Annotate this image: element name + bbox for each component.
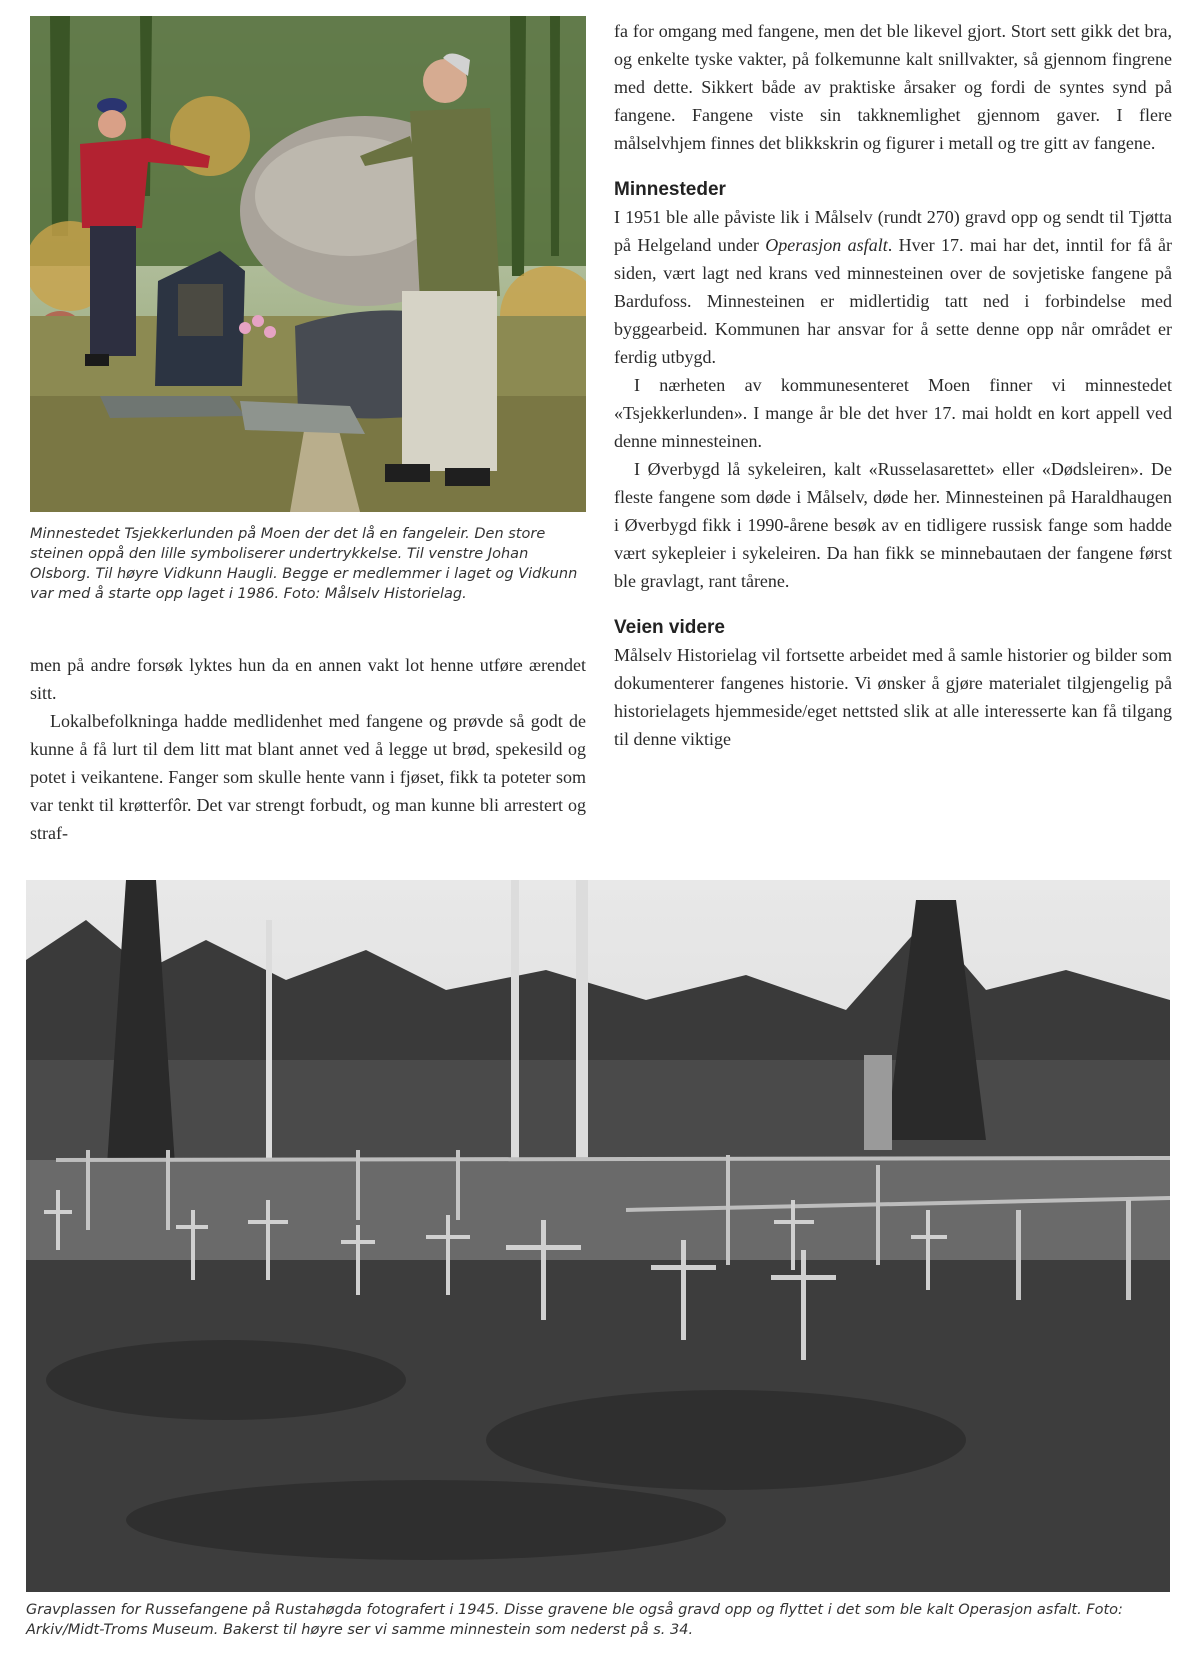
left-column xyxy=(30,651,586,847)
minnesteder-paragraph-1: I 1951 ble alle påviste lik i Målselv (rundt 270) gravd opp og sendt til Tjøtta på Helgeland under Operasjon asfalt. Hver 17. mai har det, inntil for få år siden, vært lagt ned krans ved minnesteinen over de sovjetiske fangene på Bardufoss. Minnesteinen er midlertidig tatt ned i forbindelse med byggearbeid. Kommunen har ansvar for å sette denne opp når området er ferdig utbygd. xyxy=(614,207,1173,367)
section-heading-minnesteder: Minnesteder xyxy=(614,179,726,200)
right-column xyxy=(614,17,1172,753)
operation-name: Operasjon asfalt xyxy=(765,235,888,255)
memorial-photo-caption: Minnestedet Tsjekkerlunden på Moen der det lå en fangeleir. Den store steinen oppå den lille symboliserer undertrykkelse. Til venstre Johan Olsborg. Til høyre Vidkunn Haugli. Begge er medlemmer i laget og Vidkunn var med å starte opp laget i 1986. Foto: Målselv Historielag. xyxy=(30,526,578,602)
right-intro-paragraph: fa for omgang med fangene, men det ble likevel gjort. Stort sett gikk det bra, og enkelte tyske vakter, på folkemunne kalt snillvakter, så gjennom fingrene med dette. Sikkert både av praktiske årsaker og fordi de syntes synd på fangene. Fangene viste sin takknemlighet gjennom gaver. I flere målselvhjem finnes det blikkskrin og figurer i metall og tre gitt av fangene. xyxy=(614,21,1172,153)
section-heading-veien-videre: Veien videre xyxy=(614,617,725,638)
graveyard-photo xyxy=(26,880,1170,1592)
left-paragraph-2: Lokalbefolkninga hadde medlidenhet med fangene og prøvde så godt de kunne å få lurt til dem litt mat blant annet ved å legge ut brød, spekesild og potet i veikantene. Fanger som skulle hente vann i fjøset, fikk ta poteter som var tenkt til krøtterfôr. Det var strengt forbudt, og man kunne bli arrestert og straf- xyxy=(30,711,586,843)
minnesteder-paragraph-2: I nærheten av kommunesenteret Moen finner vi minnestedet «Tsjekkerlunden». I mange år ble det hver 17. mai holdt en kort appell ved denne minnesteinen. xyxy=(614,375,1172,451)
graveyard-photo-caption: Gravplassen for Russefangene på Rustahøgda fotografert i 1945. Disse gravene ble også gravd opp og flyttet i det som ble kalt Operasjon asfalt. Foto: Arkiv/Midt-Troms Museum. Bakerst til høyre ser vi samme minnestein som nederst på s. 34. xyxy=(26,1602,1123,1638)
left-paragraph-1: men på andre forsøk lyktes hun da en annen vakt lot henne utføre ærendet sitt. xyxy=(30,655,586,703)
veien-videre-paragraph-1: Målselv Historielag vil fortsette arbeidet med å samle historier og bilder som dokumenterer fangenes historie. Vi ønsker å gjøre materialet tilgjengelig på historielagets hjemmeside/eget nettsted slik at alle interesserte kan få tilgang til denne viktige xyxy=(614,645,1172,749)
memorial-photo xyxy=(30,16,586,512)
minnesteder-paragraph-3: I Øverbygd lå sykeleiren, kalt «Russelasarettet» eller «Dødsleiren». De fleste fangene som døde i Målselv, døde her. Minnesteinen på Haraldhaugen i Øverbygd fikk i 1990-årene besøk av en tidligere russisk fange som hadde vært sykepleier i sykeleiren. Da han fikk se minnebautaen der fangene først ble gravlagt, rant tårene. xyxy=(614,459,1172,591)
